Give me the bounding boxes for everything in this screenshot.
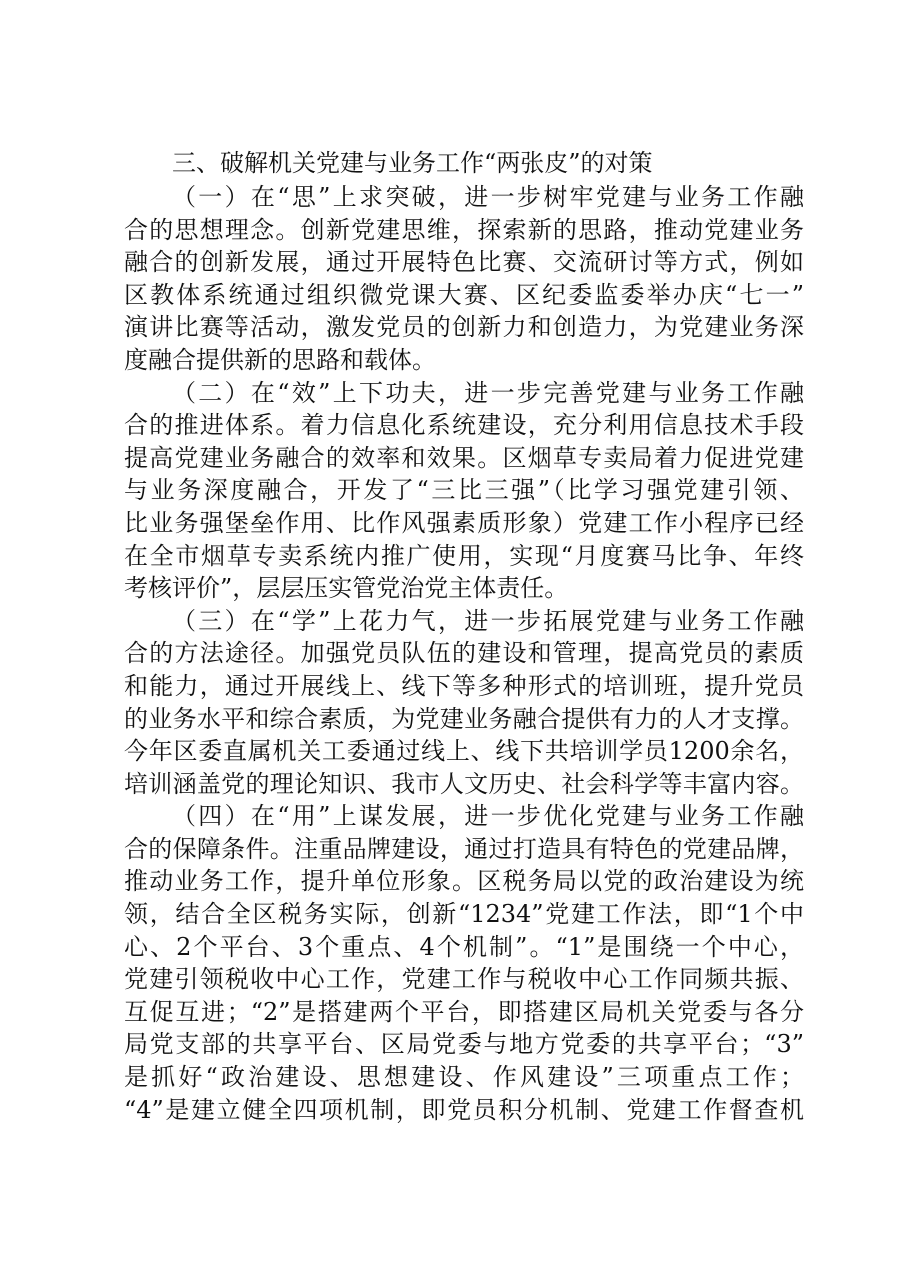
paragraph-line: “4”是建立健全四项机制，即党员积分机制、党建工作督查机: [124, 1095, 804, 1124]
paragraph-line: 局党支部的共享平台、区局党委与地方党委的共享平台；“3”: [124, 1030, 804, 1059]
paragraph-line: 融合的创新发展，通过开展特色比赛、交流研讨等方式，例如: [124, 248, 804, 277]
paragraph-line: 和能力，通过开展线上、线下等多种形式的培训班，提升党员: [124, 671, 804, 700]
paragraph-line: 推动业务工作，提升单位形象。区税务局以党的政治建设为统: [124, 867, 804, 896]
paragraph-line: 区教体系统通过组织微党课大赛、区纪委监委举办庆“七一”: [124, 280, 804, 309]
paragraph-line: 演讲比赛等活动，激发党员的创新力和创造力，为党建业务深: [124, 313, 804, 342]
paragraph-line: （四）在“用”上谋发展，进一步优化党建与业务工作融: [172, 802, 804, 831]
paragraph-line: 合的推进体系。着力信息化系统建设，充分利用信息技术手段: [124, 411, 804, 440]
paragraph-line: 互促互进；“2”是搭建两个平台，即搭建区局机关党委与各分: [124, 997, 804, 1026]
paragraph-line: 领，结合全区税务实际，创新“1234”党建工作法，即“1个中: [124, 900, 804, 929]
paragraph-2: [124, 377, 804, 605]
paragraph-line: 合的保障条件。注重品牌建设，通过打造具有特色的党建品牌，: [124, 834, 804, 863]
paragraph-line: （二）在“效”上下功夫，进一步完善党建与业务工作融: [172, 378, 804, 407]
section-heading: 三、破解机关党建与业务工作“两张皮”的对策: [172, 149, 653, 177]
paragraph-line: （三）在“学”上花力气，进一步拓展党建与业务工作融: [172, 606, 804, 635]
paragraph-3: [124, 605, 804, 801]
paragraph-line: 的业务水平和综合素质，为党建业务融合提供有力的人才支撑。: [124, 704, 804, 733]
paragraph-line: 合的思想理念。创新党建思维，探索新的思路，推动党建业务: [124, 215, 804, 244]
paragraph-line: 与业务深度融合，开发了“三比三强”（比学习强党建引领、: [124, 476, 804, 505]
paragraph-line: 比业务强堡垒作用、比作风强素质形象）党建工作小程序已经: [124, 508, 804, 537]
paragraph-line: 今年区委直属机关工委通过线上、线下共培训学员1200余名，: [124, 737, 804, 766]
paragraph-line: 是抓好“政治建设、思想建设、作风建设”三项重点工作；: [124, 1063, 804, 1092]
paragraph-line: 考核评价”，层层压实管党治党主体责任。: [124, 574, 569, 603]
paragraph-line: 合的方法途径。加强党员队伍的建设和管理，提高党员的素质: [124, 639, 804, 668]
paragraph-line: 度融合提供新的思路和载体。: [124, 345, 436, 374]
paragraph-line: 在全市烟草专卖系统内推广使用，实现“月度赛马比争、年终: [124, 541, 804, 570]
paragraph-line: 提高党建业务融合的效率和效果。区烟草专卖局着力促进党建: [124, 443, 804, 472]
paragraph-line: （一）在“思”上求突破，进一步树牢党建与业务工作融: [172, 183, 804, 211]
document-page: [124, 146, 804, 1126]
paragraph-line: 党建引领税收中心工作，党建工作与税收中心工作同频共振、: [124, 965, 804, 994]
paragraph-line: 培训涵盖党的理论知识、我市人文历史、社会科学等丰富内容。: [124, 769, 804, 798]
paragraph-1: [124, 181, 804, 377]
paragraph-line: 心、2个平台、3个重点、4个机制”。“1”是围绕一个中心，: [124, 932, 804, 961]
paragraph-4: [124, 800, 804, 1126]
